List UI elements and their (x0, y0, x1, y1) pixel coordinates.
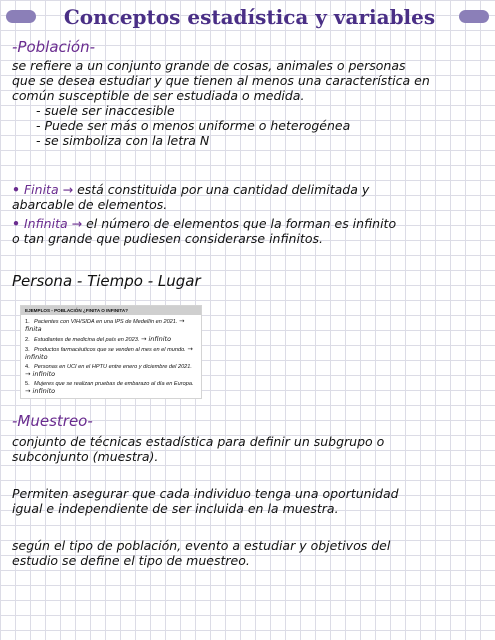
tipos-section (12, 182, 487, 246)
list-item: 5. Mujeres que se realizan pruebas de embarazo al día en Europa. → infinito (25, 381, 194, 395)
finita-text-cont: abarcable de elementos. (12, 197, 168, 212)
title-bar (0, 4, 495, 30)
poblacion-definition-line: que se desea estudiar y que tienen al menos una característica en (12, 73, 430, 88)
handwritten-answer: infinito (32, 387, 56, 395)
handwritten-answer: infinito (148, 335, 172, 343)
poblacion-definition-line: se refiere a un conjunto grande de cosas, animales o personas (12, 58, 406, 73)
infinita-label: Infinita (23, 216, 68, 231)
arrow-icon: → (71, 216, 83, 231)
finita-label: Finita (23, 182, 59, 197)
ejemplos-table (20, 305, 202, 399)
ejemplos-header: EJEMPLOS - POBLACIÓN ¿FINITA O INFINITA? (21, 306, 201, 315)
poblacion-bullet: - suele ser inaccesible (36, 103, 175, 118)
muestreo-line: según el tipo de población, evento a estudiar y objetivos del (12, 538, 391, 553)
poblacion-definition-line: común susceptible de ser estudiada o medida. (12, 88, 305, 103)
finita-text: está constituida por una cantidad delimitada y (77, 182, 370, 197)
infinita-line (12, 216, 487, 231)
muestreo-heading: -Muestreo- (12, 412, 93, 430)
finita-line (12, 182, 487, 197)
muestreo-line: estudio se define el tipo de muestreo. (12, 553, 250, 568)
handwritten-answer: infinito (25, 353, 48, 361)
title-decoration-right (459, 10, 489, 23)
page-title: Conceptos estadística y variables (63, 5, 436, 29)
poblacion-bullet: - Puede ser más o menos uniforme o heterogénea (36, 118, 351, 133)
list-item: 2. Estudiantes de medicina del país en 2023. → infinito (25, 335, 172, 343)
persona-tiempo-lugar: Persona - Tiempo - Lugar (12, 272, 201, 290)
muestreo-line: Permiten asegurar que cada individuo tenga una oportunidad (12, 486, 399, 501)
muestreo-line: conjunto de técnicas estadística para definir un subgrupo o (12, 434, 385, 449)
handwritten-answer: finita (25, 325, 42, 333)
ejemplos-list (21, 315, 201, 396)
muestreo-section (12, 412, 487, 568)
poblacion-bullet: - se simboliza con la letra N (36, 133, 210, 148)
title-decoration-left (6, 10, 36, 23)
muestreo-line: igual e independiente de ser incluida en la muestra. (12, 501, 339, 516)
handwritten-answer: infinito (32, 370, 56, 378)
bullet-dot-icon: • (12, 216, 20, 231)
poblacion-heading: -Población- (12, 38, 96, 56)
infinita-text: el número de elementos que la forman es infinito (86, 216, 397, 231)
bullet-dot-icon: • (12, 182, 20, 197)
poblacion-section (12, 38, 487, 148)
list-item: 1. Pacientes con VIH/SIDA en una IPS de Medellín en 2021. → finita (25, 317, 185, 333)
arrow-icon: → (62, 182, 74, 197)
list-item: 4. Personas en UCI en el HPTU entre enero y diciembre del 2021. → infinito (25, 364, 192, 378)
muestreo-line: subconjunto (muestra). (12, 449, 159, 464)
list-item: 3. Productos farmacéuticos que se venden al mes en el mundo. → infinito (25, 345, 193, 361)
infinita-text-cont: o tan grande que pudiesen considerarse infinitos. (12, 231, 323, 246)
